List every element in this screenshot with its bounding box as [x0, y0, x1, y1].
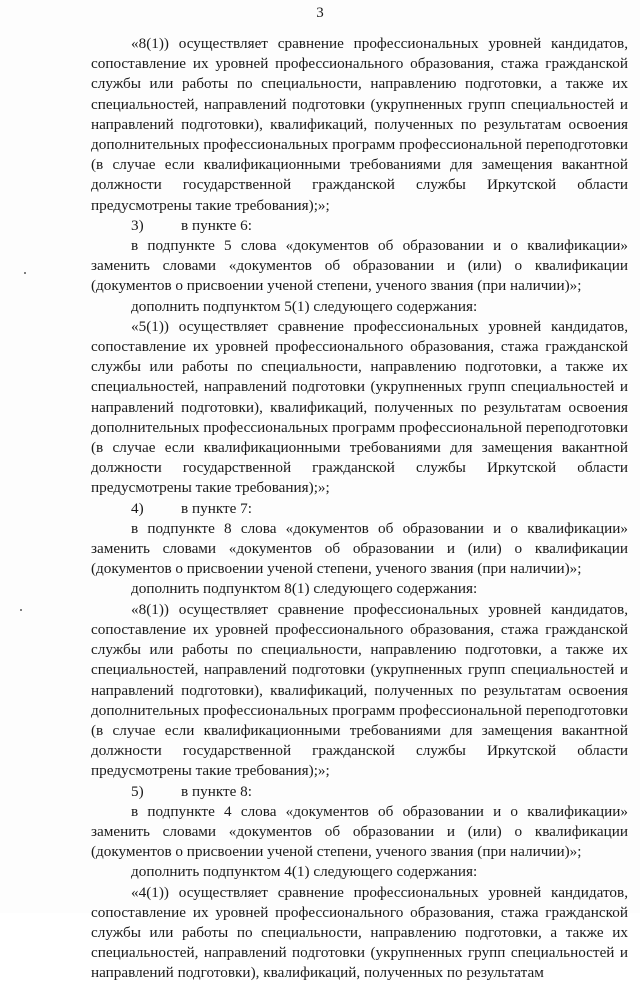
- paragraph: «5(1)) осуществляет сравнение профессиональных уровней кандидатов, сопоставление их уровней профессионального образования, стажа гражданской службы или работы по специальности, направлению подготовки, а также их специальностей, направлений подготовки (укрупненных групп специальностей и направлений подготовки), квалификаций, полученных по результатам освоения дополнительных профессиональных программ профессиональной переподготовки (в случае если квалификационными требованиями для замещения вакантной должности государственной гражданской службы Иркутской области предусмотрены такие требования);»;: [91, 317, 628, 497]
- list-item-text: в пункте 7:: [181, 499, 252, 517]
- list-item-number: 4): [131, 499, 144, 517]
- list-item: [91, 499, 628, 519]
- paragraph: «8(1)) осуществляет сравнение профессиональных уровней кандидатов, сопоставление их уровней профессионального образования, стажа гражданской службы или работы по специальности, направлению подготовки, а также их специальностей, направлений подготовки (укрупненных групп специальностей и направлений подготовки), квалификаций, полученных по результатам освоения дополнительных профессиональных программ профессиональной переподготовки (в случае если квалификационными требованиями для замещения вакантной должности государственной гражданской службы Иркутской области предусмотрены такие требования);»;: [91, 600, 628, 780]
- list-item: [91, 782, 628, 802]
- scan-speck: [20, 609, 22, 611]
- list-item-text: в пункте 6:: [181, 216, 252, 234]
- list-item-number: 5): [131, 782, 144, 800]
- paragraph: в подпункте 8 слова «документов об образовании и о квалификации» заменить словами «документов об образовании и (или) о квалификации (документов о присвоении ученой степени, ученого звания (при наличии)»;: [91, 519, 628, 578]
- document-body: [91, 34, 628, 984]
- paragraph: дополнить подпунктом 4(1) следующего содержания:: [131, 863, 478, 881]
- list-item: [91, 216, 628, 236]
- list-item-text: в пункте 8:: [181, 782, 252, 800]
- paragraph: в подпункте 4 слова «документов об образовании и о квалификации» заменить словами «документов об образовании и (или) о квалификации (документов о присвоении ученой степени, ученого звания (при наличии)»;: [91, 802, 628, 861]
- page-number: 3: [316, 5, 324, 21]
- scan-speck: [24, 272, 26, 274]
- list-item-number: 3): [131, 216, 144, 234]
- paragraph: дополнить подпунктом 5(1) следующего содержания:: [131, 297, 478, 315]
- paragraph: в подпункте 5 слова «документов об образовании и о квалификации» заменить словами «документов об образовании и (или) о квалификации (документов о присвоении ученой степени, ученого звания (при наличии)»;: [91, 237, 628, 295]
- paragraph: дополнить подпунктом 8(1) следующего содержания:: [131, 580, 478, 598]
- paragraph: «4(1)) осуществляет сравнение профессиональных уровней кандидатов, сопоставление их уровней профессионального образования, стажа гражданской службы или работы по специальности, направлению подготовки, а также их специальностей, направлений подготовки (укрупненных групп специальностей и направлений подготовки), квалификаций, полученных по результатам: [91, 883, 628, 982]
- paragraph: «8(1)) осуществляет сравнение профессиональных уровней кандидатов, сопоставление их уровней профессионального образования, стажа гражданской службы или работы по специальности, направлению подготовки, а также их специальностей, направлений подготовки (укрупненных групп специальностей и направлений подготовки), квалификаций, полученных по результатам освоения дополнительных профессиональных программ профессиональной переподготовки (в случае если квалификационными требованиями для замещения вакантной должности государственной гражданской службы Иркутской области предусмотрены такие требования);»;: [91, 35, 628, 214]
